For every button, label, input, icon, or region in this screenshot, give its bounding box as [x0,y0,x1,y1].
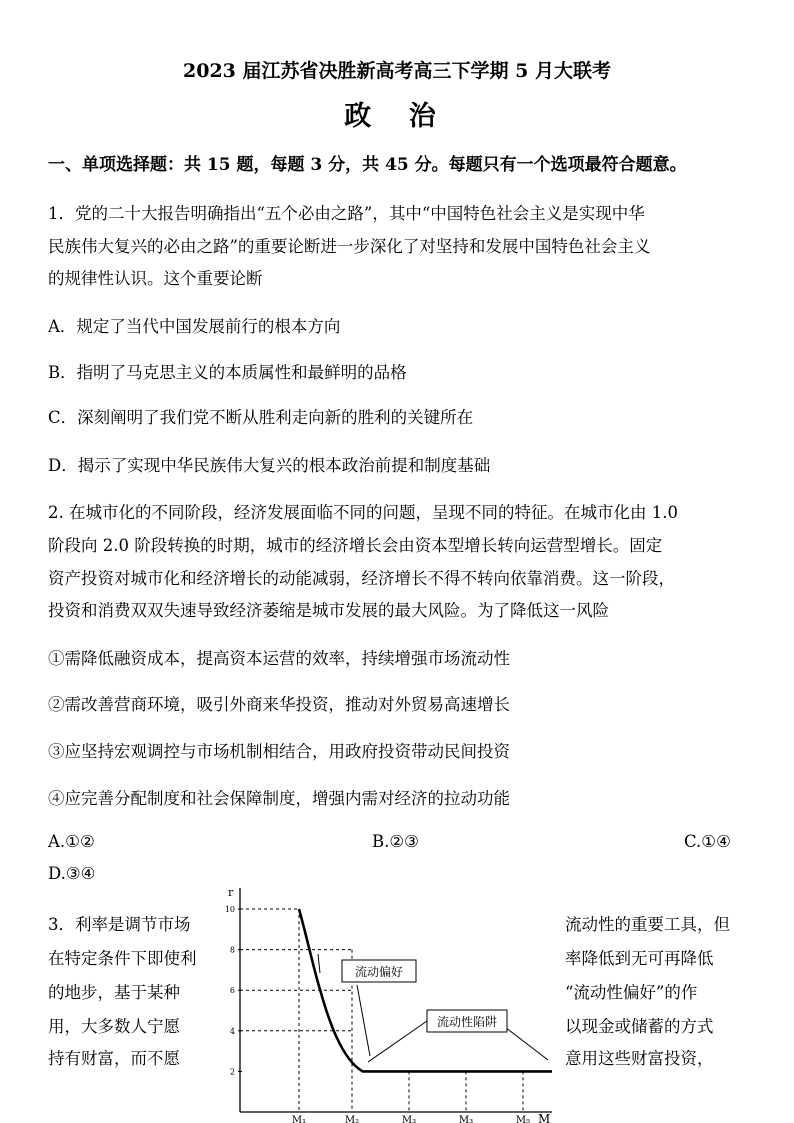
y-tick-label: 8 [229,945,235,955]
x-tick-label: M₅ [515,1115,531,1123]
y-tick-label: 2 [229,1067,235,1077]
q2-statement-2: ②需改善营商环境，吸引外商来华投资，推动对外贸易高速增长 [48,695,510,714]
q3-right-line: 以现金或储蓄的方式 [565,1017,714,1036]
q2-stem-line: 阶段向 2.0 阶段转换的时期，城市的经济增长会由资本型增长转向运营型增长。固定 [48,536,663,555]
liquidity-trap-chart [222,880,558,1123]
y-axis-label: r [228,886,234,899]
q1-stem-line: 1．党的二十大报告明确指出“五个必由之路”，其中“中国特色社会主义是实现中华 [48,204,645,223]
q3-right-line: “流动性偏好”的作 [565,983,698,1002]
annotation-liquidity-trap: 流动性陷阱 [436,1015,498,1029]
q1-option-d: D．揭示了实现中华民族伟大复兴的根本政治前提和制度基础 [48,456,491,475]
q2-stem-line: 资产投资对城市化和经济增长的动能减弱，经济增长不得不转向依靠消费。这一阶段， [48,569,675,588]
q2-stem-line: 投资和消费双双失速导致经济萎缩是城市发展的最大风险。为了降低这一风险 [48,601,609,620]
q2-stem-line: 2. 在城市化的不同阶段，经济发展面临不同的问题，呈现不同的特征。在城市化由 1.0 [48,503,678,522]
subject-title: 政 治 [344,101,450,132]
q3-right-line: 意用这些财富投资， [565,1049,714,1068]
q1-option-c: C．深刻阐明了我们党不断从胜利走向新的胜利的关键所在 [48,408,474,427]
q3-right-line: 率降低到无可再降低 [565,949,714,968]
q2-statement-1: ①需降低融资成本，提高资本运营的效率，持续增强市场流动性 [48,649,510,668]
q1-option-b: B．指明了马克思主义的本质属性和最鲜明的品格 [48,363,407,382]
q3-right-line: 流动性的重要工具，但 [565,915,730,934]
annotation-liquidity-preference: 流动偏好 [354,965,404,979]
q1-option-a: A．规定了当代中国发展前行的根本方向 [48,317,341,336]
q3-left-line: 在特定条件下即使利 [48,949,197,968]
q3-left-line: 的地步，基于某种 [48,983,180,1002]
x-axis-label: M [538,1112,551,1123]
q1-stem-line: 民族伟大复兴的必由之路”的重要论断进一步深化了对坚持和发展中国特色社会主义 [48,237,651,256]
q2-answer-d: D.③④ [48,864,96,883]
section-heading: 一、单项选择题：共 15 题，每题 3 分，共 45 分。每题只有一个选项最符合题意。 [48,155,687,175]
exam-title: 2023 届江苏省决胜新高考高三下学期 5 月大联考 [183,60,611,82]
annotation-pointer [318,954,320,973]
x-tick-label: M₂ [344,1115,360,1123]
q2-statement-3: ③应坚持宏观调控与市场机制相结合，用政府投资带动民间投资 [48,742,510,761]
q2-statement-4: ④应完善分配制度和社会保障制度，增强内需对经济的拉动功能 [48,789,510,808]
y-tick-label: 6 [229,986,235,996]
q2-answer-c: C.①④ [684,832,731,851]
q3-left-line: 持有财富，而不愿 [48,1049,180,1068]
annotation-pointer [368,1021,427,1062]
q3-left-line: 用，大多数人宁愿 [48,1017,180,1036]
q2-answer-a: A.①② [48,832,95,851]
q2-answer-b: B.②③ [372,832,419,851]
q3-left-line: 3．利率是调节市场 [48,915,191,934]
y-tick-label: 4 [229,1026,235,1036]
q1-stem-line: 的规律性认识。这个重要论断 [48,269,263,288]
annotation-pointer [357,985,370,1056]
y-tick-label: 10 [224,905,235,914]
x-tick-label: M₃ [401,1115,417,1123]
x-tick-label: M₃ [458,1115,474,1123]
x-tick-label: M₁ [291,1115,307,1123]
